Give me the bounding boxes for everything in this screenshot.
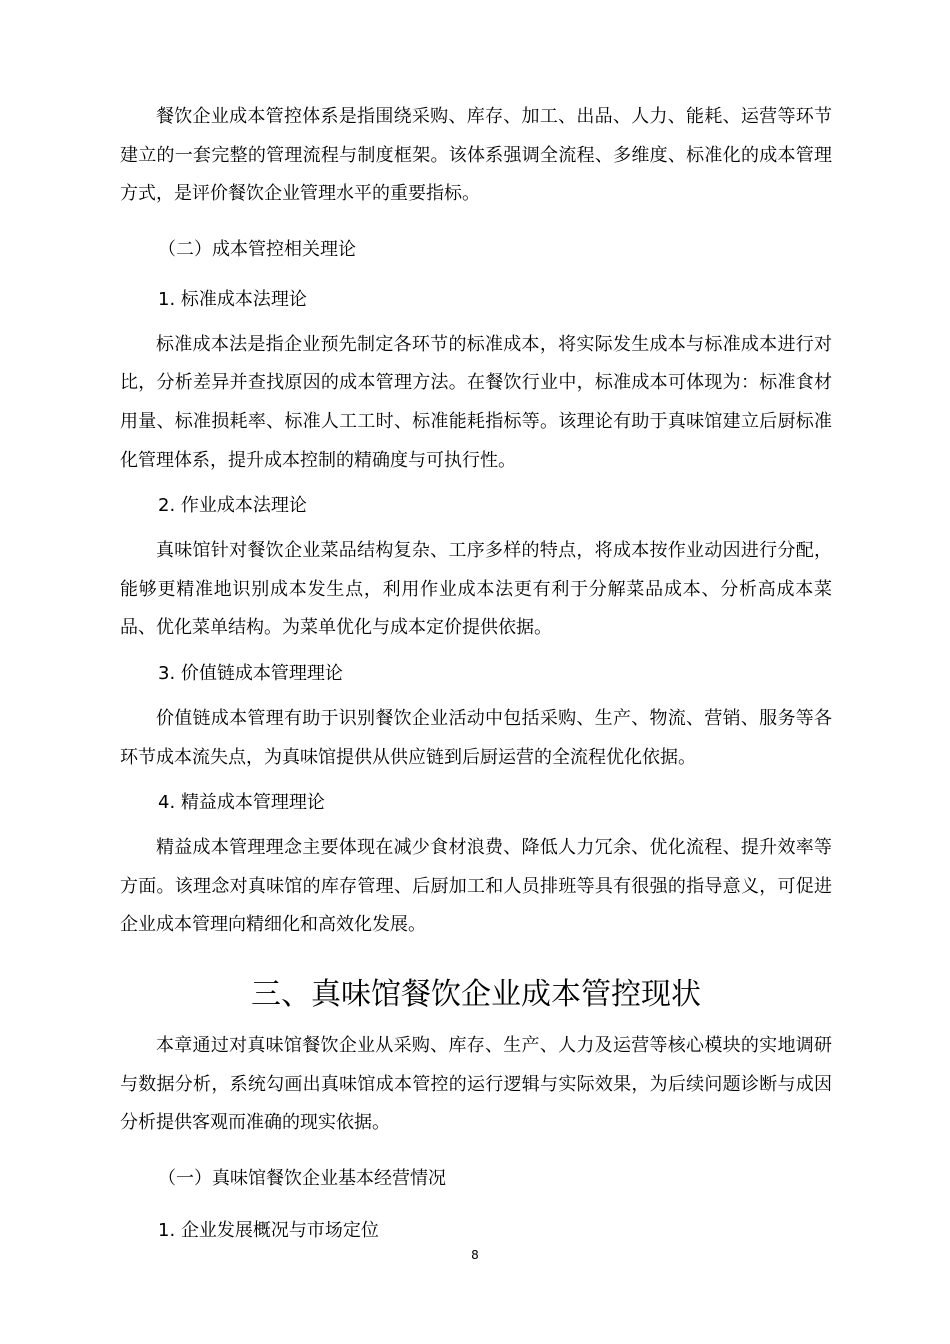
subsection-heading: 3. 价值链成本管理理论	[158, 662, 343, 684]
body-paragraph: 标准成本法是指企业预先制定各环节的标准成本，将实际发生成本与标准成本进行对比，分析差异并查找原因的成本管理方法。在餐饮行业中，标准成本可体现为：标准食材用量、标准损耗率、标准人工工时、标准能耗指标等。该理论有助于真味馆建立后厨标准化管理体系，提升成本控制的精确度与可执行性。	[120, 333, 832, 471]
subsection-heading: 2. 作业成本法理论	[158, 495, 307, 517]
page-number: 8	[471, 1248, 479, 1262]
body-paragraph: 餐饮企业成本管控体系是指围绕采购、库存、加工、出品、人力、能耗、运营等环节建立的一套完整的管理流程与制度框架。该体系强调全流程、多维度、标准化的成本管理方式，是评价餐饮企业管理水平的重要指标。	[120, 106, 832, 205]
subsection-heading: 4. 精益成本管理理论	[158, 792, 325, 814]
subsection-heading: 1. 标准成本法理论	[158, 288, 307, 310]
section-heading: （二）成本管控相关理论	[158, 238, 356, 260]
body-paragraph: 本章通过对真味馆餐饮企业从采购、库存、生产、人力及运营等核心模块的实地调研与数据分析，系统勾画出真味馆成本管控的运行逻辑与实际效果，为后续问题诊断与成因分析提供客观而准确的现实依据。	[120, 1034, 832, 1134]
section-heading: （一）真味馆餐饮企业基本经营情况	[158, 1167, 446, 1189]
page-content	[120, 98, 832, 1245]
body-paragraph: 精益成本管理理念主要体现在减少食材浪费、降低人力冗余、优化流程、提升效率等方面。该理念对真味馆的库存管理、后厨加工和人员排班等具有很强的指导意义，可促进企业成本管理向精细化和高效化发展。	[120, 837, 832, 936]
body-paragraph: 价值链成本管理有助于识别餐饮企业活动中包括采购、生产、物流、营销、服务等各环节成本流失点，为真味馆提供从供应链到后厨运营的全流程优化依据。	[120, 707, 832, 768]
chapter-title: 三、真味馆餐饮企业成本管控现状	[251, 976, 701, 1012]
subsection-heading: 1. 企业发展概况与市场定位	[158, 1219, 379, 1241]
body-paragraph: 真味馆针对餐饮企业菜品结构复杂、工序多样的特点，将成本按作业动因进行分配，能够更精准地识别成本发生点，利用作业成本法更有利于分解菜品成本、分析高成本菜品、优化菜单结构。为菜单优化与成本定价提供依据。	[120, 540, 832, 639]
